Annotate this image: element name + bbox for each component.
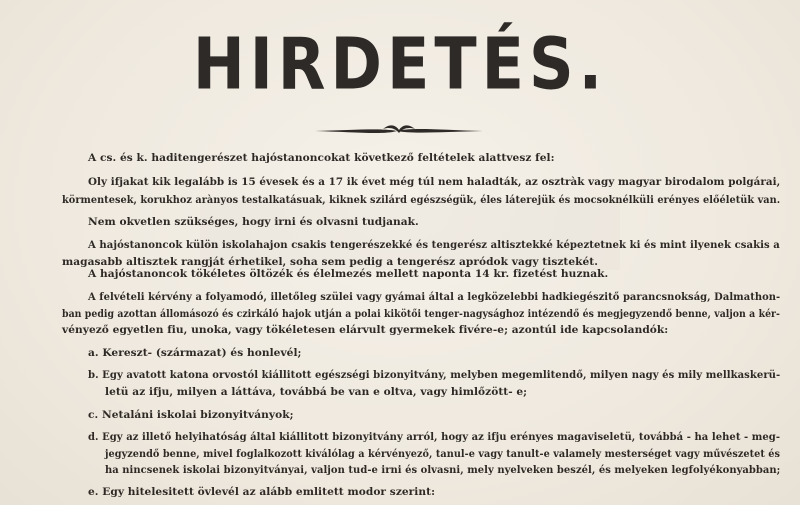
divider-ornament <box>313 120 485 142</box>
application-line-1: A felvételi kérvény a folyamodó, illetőleg szülei vagy gyámai által a legközelebbi hadkiegészitő parancsnokság, Dalmathon- <box>88 291 781 303</box>
item-d-line-2: jegyzendő benne, mivel foglalkozott kiválólag a kérvényező, tanul-e vagy tanult-e valamely mesterséget vagy művészetet és <box>105 448 781 460</box>
item-d-line-3: ha nincsenek iskolai bizonyitványai, valjon tud-e irni és olvasni, mely nyelveken beszél, és melyeken legfolyékonyabban; <box>105 464 781 476</box>
literacy-line: Nem okvetlen szükséges, hogy irni és olvasni tudjanak. <box>88 216 419 228</box>
poster-title: HIRDETÉS. <box>192 22 608 106</box>
item-e: e. Egy hitelesitett övlevél az alább emlitett modor szerint: <box>88 486 436 498</box>
application-line-2: ban pedig azottan állomásozó és czirkáló hajok utján a polai kikötői tenger-nagysághoz intézendő és megjegyzendő benne, valjon a kér- <box>62 308 780 320</box>
training-line-2: magasabb altisztek rangját érhetikel, soha sem pedig a tengerész apródok vagy tisztekét. <box>62 256 598 268</box>
item-c: c. Netaláni iskolai bizonyitványok; <box>88 409 294 421</box>
requirements-line-2: körmentesek, korukhoz arànyos testalkatásuak, kiknek szilárd egészségük, éles láterejük és mocsoknélküli erényes előéletük van. <box>62 194 781 206</box>
training-line-1: A hajóstanoncok külön iskolahajon csakis tengerészekké és tengerész altisztekké képeztetnek ki és mint ilyenek csakis a <box>88 239 780 251</box>
item-b-line-2: letü az ifju, milyen a láttáva, továbbá be van e oltva, vagy himlőzött- e; <box>105 386 528 398</box>
item-b-line-1: b. Egy avatott katona orvostól kiállitott egészségi bizonyitvány, melyben megemlitendő, milyen nagy és mily mellkaskerü- <box>88 369 781 381</box>
requirements-line-1: Oly ifjakat kik legalább is 15 évesek és a 17 ik évet még túl nem haladták, az osztràk vagy magyar birodalom polgárai, <box>88 176 781 188</box>
item-a: a. Kereszt- (származat) és honlevél; <box>88 347 302 359</box>
application-line-3: vényező egyetlen fiu, unoka, vagy tökéletesen elárvult gyermekek fivére-e; azontúl ide kapcsolandók: <box>62 324 669 336</box>
item-d-line-1: d. Egy az illető helyihatóság által kiállitott bizonyitvány arról, hogy az ifju erényes magaviseletü, továbbá - ha lehet - meg- <box>88 431 781 443</box>
intro-line: A cs. és k. haditengerészet hajóstanoncokat következő feltételek alattvesz fel: <box>88 152 555 164</box>
pay-line: A hajóstanoncok tökéletes öltözék és élelmezés mellett naponta 14 kr. fizetést huznak. <box>88 268 609 280</box>
